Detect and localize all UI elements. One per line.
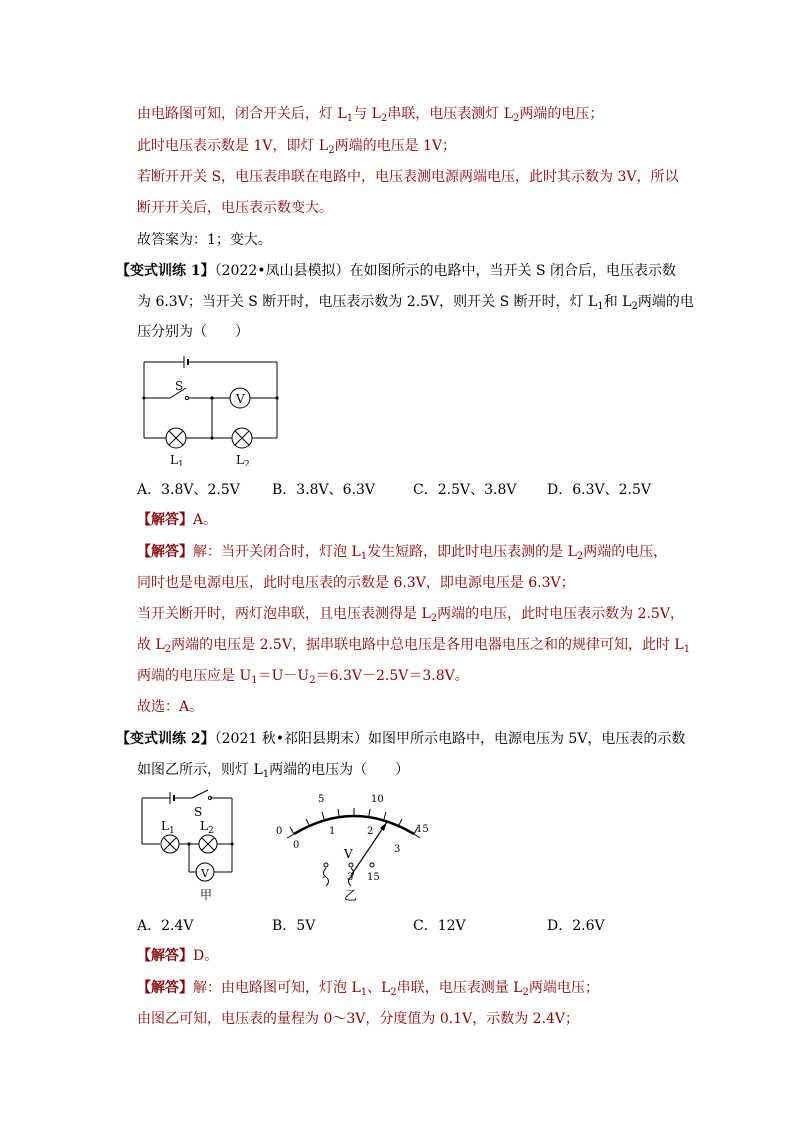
subscript: 2 [631,301,638,312]
figure-label-yi: 乙 [344,889,358,904]
question-tag: 【变式训练 2】 [116,731,215,747]
question-2-line-1 [116,729,685,749]
text: （2022•凤山县模拟）在如图所示的电路中，当开关 S 闭合后，电压表示数 [214,263,677,279]
solution-line: 同时也是电源电压，此时电压表的示数是 6.3V，即电源电压是 6.3V； [137,575,575,591]
answer-value: D。 [193,948,219,964]
solution-line [137,104,603,124]
solution-line: 断开开关后，电压表示数变大。 [137,200,333,216]
text: 此时电压表示数是 1V，即灯 L [137,138,329,154]
terminal-15: 15 [367,872,380,883]
option-c[interactable]: C．12V [413,918,466,934]
lamp-l1-label: $L_1$ [170,453,184,466]
terminal-3: 3 [347,872,354,883]
voltmeter-label: V [201,867,209,880]
solution-line: 故 $L_2$两端的电压是 2.5V，据串联电路中总电压是各用电器电压之和的规律可知，此时 $L_1$ [137,637,691,655]
text: 串联，电压表测灯 L [387,106,513,122]
subscript: 2 [380,113,388,124]
option-b[interactable]: B．3.8V、6.3V [272,482,376,498]
answer-line [137,946,218,966]
scale-top-15: 15 [416,824,429,835]
question-tag: 【变式训练 1】 [116,263,215,279]
solution-line: 【解答】解：由电路图可知，灯泡 $L_1$、$L_2$串联，电压表测量 $L_2$两端电压； [137,980,599,998]
scale-top-0: 0 [276,826,283,837]
solution-line [137,136,456,156]
meter-v-label: V [344,847,353,861]
scale-bottom-3: 3 [394,844,401,855]
answer-tag: 【解答】 [137,948,193,964]
subscript: 1 [597,301,604,312]
option-d[interactable]: D．2.6V [547,918,605,934]
terminal-minus: - [322,872,326,883]
solution-line: 当开关断开时，两灯泡串联，且电压表测得是 $L_2$两端的电压，此时电压表示数为 2.5V， [137,606,684,624]
text: 两端的电压是 1V； [334,138,457,154]
subscript: 2 [513,113,520,124]
answer-tag: 【解答】 [137,512,193,528]
text: 由电路图可知，闭合开关后，灯 L [137,106,347,122]
solution-line: 两端的电压应是 $U_1=U-U_2=6.3V-2.5V=3.8V$。 [137,668,469,686]
answer-value: A。 [193,512,218,528]
text: （2021 秋•祁阳县期末）如图甲所示电路中，电源电压为 5V，电压表的示数 [214,731,686,747]
answer-line: 故答案为：1；变大。 [137,232,272,248]
voltmeter-label: V [236,392,245,406]
option-c[interactable]: C．2.5V、3.8V [413,482,517,498]
option-d[interactable]: D．6.3V、2.5V [547,482,651,498]
answer-line [137,510,217,530]
subscript: 2 [328,145,335,156]
subscript: 1 [346,113,354,124]
lamp-l2-label: $L_2$ [200,819,214,836]
text: 两端的电压； [519,106,604,122]
switch-label: S [175,379,184,393]
scale-top-5: 5 [318,794,325,805]
scale-bottom-0: 0 [293,840,300,851]
voltmeter-dial [274,786,434,904]
solution-tag: 【解答】 [137,544,193,560]
switch-label: S [194,805,203,819]
text: 和 L [603,294,632,310]
scale-bottom-1: 1 [329,826,336,837]
solution-line: 由图乙可知，电压表的量程为 0～3V，分度值为 0.1V，示数为 2.4V； [137,1011,580,1027]
question-1-line-2 [137,292,694,312]
solution-line: 若断开开关 S，电压表串联在电路中，电压表测电源两端电压，此时其示数为 3V，所以 [137,169,679,185]
scale-top-10: 10 [371,794,384,805]
scale-bottom-2: 2 [367,826,374,837]
choose-line: 故选：A。 [137,699,204,715]
question-1-line-1 [116,261,676,281]
solution-tag: 【解答】 [137,980,193,996]
text: 两端的电 [637,294,694,310]
circuit-diagram-2 [134,786,244,904]
text: 为 6.3V；当开关 S 断开时，电压表示数为 2.5V，则开关 S 断开时，灯 L [137,294,598,310]
option-b[interactable]: B．5V [272,918,316,934]
question-1-line-3: 压分别为（ ） [137,324,249,340]
question-2-line-2: 如图乙所示，则灯 $L_1$两端的电压为（ ） [137,762,410,780]
circuit-diagram-1 [132,348,292,466]
switch-blade [192,790,208,798]
option-a[interactable]: A．3.8V、2.5V [137,482,240,498]
dial-arc [294,816,414,834]
option-a[interactable]: A．2.4V [137,918,194,934]
lamp-l1-label: $L_1$ [161,819,175,836]
solution-line: 【解答】解：当开关闭合时，灯泡 $L_1$发生短路，即此时电压表测的是 $L_2$两端的电压， [137,544,668,562]
figure-label-jia: 甲 [200,888,213,902]
lamp-l2-label: $L_2$ [236,453,250,466]
text: 与 L [353,106,381,122]
